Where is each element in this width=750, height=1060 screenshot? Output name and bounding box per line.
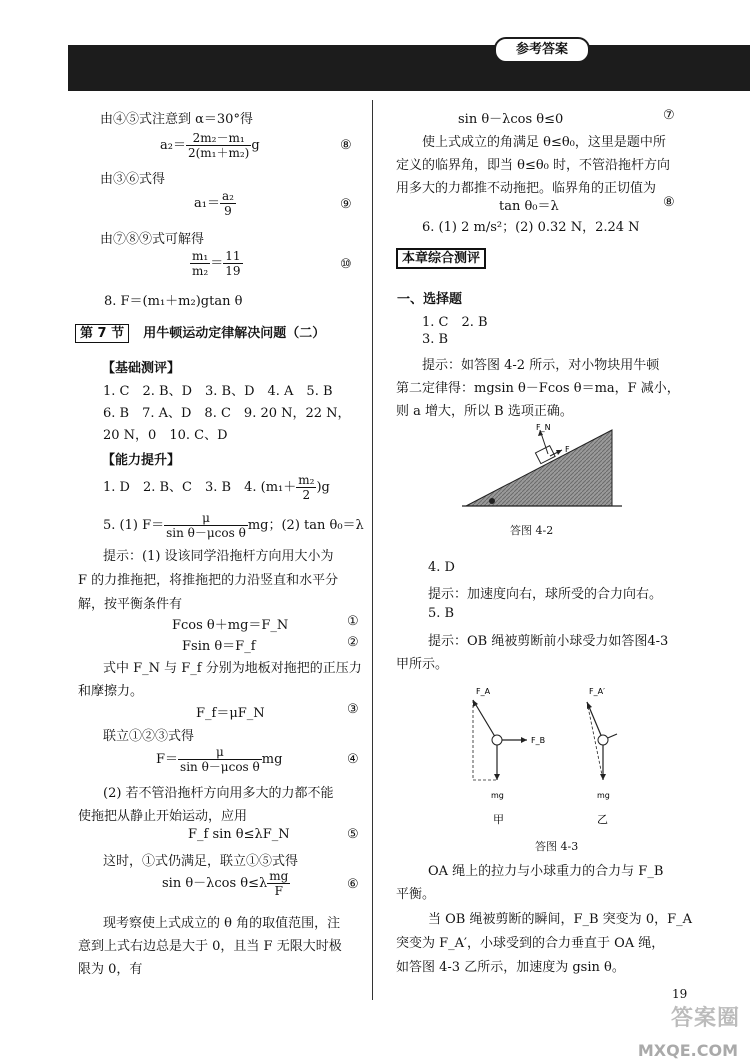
eq-text: F＝ <box>156 752 179 767</box>
label-mg: mg <box>491 791 504 800</box>
answer-line <box>103 473 330 502</box>
equation: Fcos θ＋mg＝F_N <box>172 618 289 633</box>
subheading-basic: 【基础测评】 <box>102 361 181 376</box>
eq-text: mg；(2) tan θ₀＝λ <box>247 518 364 533</box>
equation: F_f＝μF_N <box>196 706 265 721</box>
denominator: F <box>274 884 283 898</box>
eq-mark: ⑧ <box>340 138 352 153</box>
text-line: 由④⑤式注意到 α＝30°得 <box>100 112 253 127</box>
denominator: sin θ－μcos θ <box>180 760 260 774</box>
eq-text: ＝ <box>210 256 224 271</box>
numerator: m₂ <box>298 473 315 487</box>
text-line: 式中 F_N 与 F_f 分别为地板对拖把的正压力 <box>103 661 362 676</box>
eq-text: a₂＝ <box>160 138 186 153</box>
fraction <box>190 249 210 278</box>
text-line: 定义的临界角，即当 θ≤θ₀ 时，不管沿拖杆方向 <box>396 158 671 173</box>
section-heading <box>75 322 325 341</box>
figure-caption: 答图 4-2 <box>510 524 554 537</box>
numerator: μ <box>164 511 248 526</box>
eq-mark: ⑤ <box>347 827 359 842</box>
eq-mark: ⑨ <box>340 197 352 212</box>
equation-6 <box>162 869 290 898</box>
eq-text: )g <box>316 480 330 495</box>
figure-4-2 <box>462 420 662 512</box>
text-line: 用多大的力都推不动拖把。临界角的正切值为 <box>396 181 657 196</box>
text-line: 提示：如答图 4-2 所示，对小物块用牛顿 <box>422 358 660 373</box>
text-line: 提示：OB 绳被剪断前小球受力如答图4-3 <box>428 634 669 649</box>
denominator: 9 <box>224 204 232 218</box>
eq-text: 1. D 2. B、C 3. B 4. (m₁＋ <box>103 480 297 495</box>
fraction <box>178 745 262 774</box>
numerator: 11 <box>225 249 241 263</box>
text-line: 和摩擦力。 <box>78 684 144 699</box>
column-divider <box>372 100 373 1000</box>
equation-a2 <box>160 131 260 160</box>
force-fa-arrow <box>473 700 497 740</box>
text-line: 突变为 F_A′，小球受到的合力垂直于 OA 绳， <box>396 936 665 951</box>
eq-mark: ⑧ <box>663 195 675 210</box>
eq-text: 5. (1) F＝ <box>103 518 165 533</box>
numerator: μ <box>178 745 262 760</box>
answer-6: 6. (1) 2 m/s²；(2) 0.32 N，2.24 N <box>422 220 640 235</box>
equation: Fsin θ＝F_f <box>182 639 256 654</box>
text-line: 解，按平衡条件有 <box>78 597 183 612</box>
text-line: F 的力推拖把，将推拖把的力沿竖直和水平分 <box>78 573 339 588</box>
text-line: 使拖把从静止开始运动，应用 <box>78 809 248 824</box>
text-line: 提示：(1) 设该同学沿拖杆方向用大小为 <box>103 549 334 564</box>
numerator: 2m₂－m₁ <box>186 131 251 146</box>
text-line: 则 a 增大，所以 B 选项正确。 <box>396 404 573 419</box>
eq-mark: ⑦ <box>663 108 675 123</box>
denominator: sin θ－μcos θ <box>166 526 246 540</box>
text-line: 提示：加速度向右，球所受的合力向右。 <box>428 587 663 602</box>
fraction <box>186 131 251 160</box>
eq-text: g <box>251 138 260 153</box>
text-line: 联立①②③式得 <box>103 729 195 744</box>
answer-line <box>103 511 364 540</box>
eq-mark: ⑩ <box>340 257 352 272</box>
page-number: 19 <box>672 987 688 1001</box>
fraction <box>267 869 290 898</box>
numerator: a₂ <box>221 189 234 203</box>
text-line: 意到上式右边总是大于 0，且当 F 无限大时极 <box>78 939 342 954</box>
text-line: 限为 0，有 <box>78 962 143 977</box>
diagram-jia <box>473 687 545 800</box>
text-line: 平衡。 <box>396 887 436 902</box>
incline-wedge <box>466 430 612 506</box>
answer-line: 5. B <box>428 606 455 621</box>
figure-4-3 <box>455 680 655 825</box>
header-bar <box>68 45 750 91</box>
eq-mark: ⑥ <box>347 877 359 892</box>
eq-text: a₁＝ <box>194 196 220 211</box>
answer-8: 8. F＝(m₁＋m₂)gtan θ <box>104 294 243 309</box>
eq-mark: ④ <box>347 752 359 767</box>
header-badge: 参考答案 <box>494 37 590 63</box>
text-line: 由⑦⑧⑨式可解得 <box>100 232 205 247</box>
equation: sin θ－λcos θ≤0 <box>458 112 564 127</box>
fraction <box>296 473 316 502</box>
wheel <box>489 498 495 504</box>
text-line: 如答图 4-3 乙所示，加速度为 gsin θ。 <box>396 960 625 975</box>
equation-a1 <box>194 189 236 218</box>
text-line: 第二定律得：mgsin θ－Fcos θ＝ma，F 减小， <box>396 381 680 396</box>
section-title: 用牛顿运动定律解决问题（二） <box>143 326 326 341</box>
figure-caption: 答图 4-3 <box>535 840 579 853</box>
label-mg: mg <box>597 791 610 800</box>
eq-mark: ③ <box>347 702 359 717</box>
watermark-url: MXQE.COM <box>637 1041 738 1060</box>
ball <box>598 735 608 745</box>
denominator: 2(m₁＋m₂) <box>187 146 250 160</box>
equation: tan θ₀＝λ <box>499 199 559 214</box>
numerator: m₁ <box>192 249 209 263</box>
answer-line: 20 N，0 10. C、D <box>103 428 228 443</box>
label-jia: 甲 <box>493 813 504 825</box>
chapter-title: 本章综合测评 <box>396 248 486 269</box>
diagram-yi <box>587 687 617 800</box>
denominator: m₂ <box>192 264 209 278</box>
eq-text: sin θ－λcos θ≤λ <box>162 876 268 891</box>
equation-4 <box>156 745 282 774</box>
answer-line: 1. C 2. B <box>422 315 488 330</box>
answer-line: 1. C 2. B、D 3. B、D 4. A 5. B <box>103 384 333 399</box>
text-line: 甲所示。 <box>396 657 449 672</box>
eq-mark: ② <box>347 635 359 650</box>
label-fb: F_B <box>531 736 546 745</box>
ball <box>492 735 502 745</box>
text-line: 这时，①式仍满足，联立①⑤式得 <box>103 854 299 869</box>
answer-line: 3. B <box>422 332 449 347</box>
text-line: 现考察使上式成立的 θ 角的取值范围，注 <box>103 916 341 931</box>
label-yi: 乙 <box>597 813 608 825</box>
fraction <box>220 189 236 218</box>
eq-mark: ① <box>347 614 359 629</box>
label-f: F <box>565 445 570 454</box>
subheading-choice: 一、选择题 <box>397 292 463 307</box>
subheading-improve: 【能力提升】 <box>102 453 181 468</box>
section-number: 第 7 节 <box>75 324 129 343</box>
label-fn: F_N <box>536 423 551 432</box>
text-line: 由③⑥式得 <box>100 172 166 187</box>
label-fa: F_A <box>476 687 491 696</box>
fraction <box>164 511 248 540</box>
answer-line: 6. B 7. A、D 8. C 9. 20 N，22 N， <box>103 406 351 421</box>
text-line: OA 绳上的拉力与小球重力的合力与 F_B <box>428 864 664 879</box>
watermark-logo: 答案圈 <box>670 1006 740 1031</box>
numerator: mg <box>269 869 289 883</box>
fraction <box>223 249 242 278</box>
eq-text: mg <box>261 752 283 767</box>
label-fa-prime: F_A′ <box>589 687 605 696</box>
text-line: 使上式成立的角满足 θ≤θ₀，这里是题中所 <box>422 135 666 150</box>
denominator: 19 <box>225 264 241 278</box>
denominator: 2 <box>302 488 311 502</box>
text-line: 当 OB 绳被剪断的瞬间，F_B 突变为 0，F_A <box>428 912 692 927</box>
answer-line: 4. D <box>428 560 455 575</box>
text-line: (2) 若不管沿拖杆方向用多大的力都不能 <box>103 786 334 801</box>
equation: F_f sin θ≤λF_N <box>188 827 290 842</box>
equation-mass-ratio <box>190 249 243 278</box>
chapter-heading <box>396 247 486 266</box>
